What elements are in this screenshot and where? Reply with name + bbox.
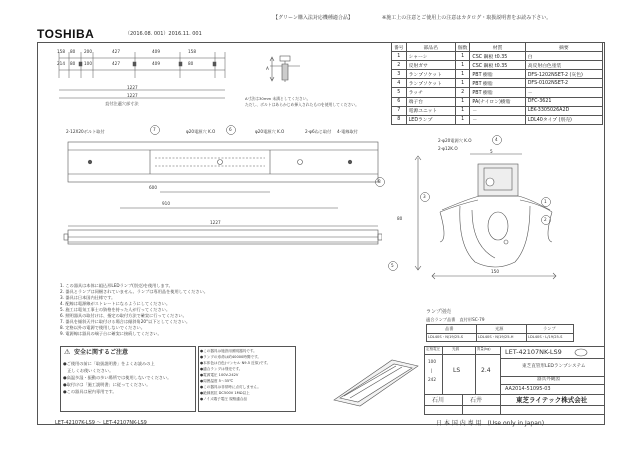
spec-line: ●ノイズ端子電圧 規格適合品 — [200, 397, 248, 401]
safety-line: 正しくお使いください。 — [63, 368, 114, 373]
spec-line: ●この器具は非常時に点灯しません。 — [200, 385, 261, 389]
part-material: － — [470, 115, 525, 124]
part-no: 4 — [392, 79, 407, 88]
callout-5: 5 — [391, 263, 394, 268]
drawn-by: 石川 — [432, 397, 445, 404]
part-material: － — [470, 106, 525, 115]
checked-by: 石井 — [470, 397, 483, 404]
drawing-number: AA2014-51095-03 — [505, 386, 551, 392]
col-header-name: 部品名 — [406, 43, 455, 52]
label-power-ko-1: φ20電源穴 K.O — [186, 129, 216, 134]
part-material: CSC 鋼板 t0.35 — [470, 52, 525, 61]
part-name: ラッチ — [406, 88, 455, 97]
part-name: 反射ガサ — [406, 61, 455, 70]
spec-line: ●本体色は白色(マンセル N9.5 近似)です。 — [200, 361, 271, 365]
lamp-col-model: 品番 — [445, 326, 454, 331]
part-material: PBT 樹脂 — [470, 70, 525, 79]
part-note: 白 — [525, 52, 602, 61]
note-line: 6. 照明器具の取付けは、指定の取付方法で確実に行ってください。 — [60, 313, 187, 318]
dim-row2-5: 80 — [188, 61, 194, 66]
safety-line: ●取付けは「施工説明書」に従ってください。 — [63, 382, 151, 387]
col-header-qty: 個数 — [455, 43, 470, 52]
part-name: シャーシ — [406, 52, 455, 61]
dim-top-4: 409 — [152, 49, 160, 54]
dim-top-2: 200 — [84, 49, 92, 54]
power-value: LS — [453, 367, 461, 374]
lamp-row: LDL40S・N/19/25-H — [478, 335, 514, 339]
note-line: 4. 配線は電源線がストレートになるようにしてください。 — [60, 301, 171, 306]
part-qty: 1 — [455, 97, 470, 106]
part-qty: 1 — [455, 52, 470, 61]
part-note: DFS-0102NSET-2 — [525, 79, 602, 88]
part-note: LEK-3305026A2D — [525, 106, 602, 115]
part-note: DFC-3621 — [525, 97, 602, 106]
fixture-top-view — [60, 138, 382, 268]
weight-head: 質量(kg) — [477, 347, 491, 351]
dim-top-1: 80 — [70, 49, 76, 54]
note-line: 9. 電源線は器具の端子台に確実に接続してください。 — [60, 331, 162, 336]
revision-dates: （2016.08. 001）2016.11. 001 — [125, 31, 202, 37]
side-dim-a: A — [266, 66, 269, 71]
label-bolt-mount: 2-12X20ボルト取付 — [66, 129, 105, 134]
voltage-value: | — [431, 368, 433, 373]
part-qty: 2 — [455, 88, 470, 97]
part-material: PBT 樹脂 — [470, 88, 525, 97]
callout-8: 8 — [378, 179, 381, 184]
dim-row2-3: 427 — [112, 61, 120, 66]
part-name: ランプソケット — [406, 70, 455, 79]
voltage-value: 100 — [428, 359, 436, 364]
brand-logo: TOSHIBA — [37, 27, 95, 41]
part-note: LDL40タイプ (別売) — [525, 115, 602, 124]
part-note: DFS-1202NSET-2 (灰色) — [525, 70, 602, 79]
note-line: 8. 定格以外の電源で使用しないでください。 — [60, 325, 145, 330]
lamp-col-light: 光源 — [495, 326, 504, 331]
voltage-value: 242 — [428, 377, 436, 382]
callout-1: 1 — [544, 199, 547, 204]
bolt-note-b: ただし、ボルトはあらかじめ挿入されたものを使用してください。 — [245, 102, 359, 107]
note-line: 2. 器具とランプは同梱されていません。ランプは専用品を使用してください。 — [60, 289, 208, 294]
col-header-no: 番号 — [392, 43, 407, 52]
col-header-note: 摘要 — [525, 43, 602, 52]
weight-value: 2.4 — [481, 367, 491, 374]
dim-910: 910 — [162, 201, 170, 206]
dim-1227-a: 1227 — [127, 85, 138, 90]
label-screw-mount: 2-φ6ねじ取付 — [305, 129, 332, 134]
part-name: ランプソケット — [406, 79, 455, 88]
lamp-row: LDL40S・N/19/25-S — [428, 335, 464, 339]
callout-2: 2 — [544, 217, 547, 222]
safety-title: 安全に関するご注意 — [74, 349, 129, 356]
fixture-perspective-thumbnail — [330, 352, 422, 412]
dim-1227-b: 1227 — [127, 93, 138, 98]
fixture-section-view — [400, 150, 565, 280]
callout-6: 6 — [229, 127, 232, 132]
safety-line: ●この器具は屋内専用です。 — [63, 389, 117, 394]
lamp-col-lamp: ランプ — [543, 326, 556, 331]
part-no: 8 — [392, 115, 407, 124]
spec-line: ●適合ランプは別売です。 — [200, 367, 243, 371]
part-no: 6 — [392, 97, 407, 106]
callout-7: 7 — [153, 127, 156, 132]
model-number: LET-42107NK-LS9 — [505, 348, 562, 356]
green-purchase-notice: 【グリーン購入法対応機種適合品】 — [273, 15, 353, 21]
spec-line: ●周囲温度 5〜35℃ — [200, 379, 234, 383]
company-name: 東芝ライテック株式会社 — [516, 396, 588, 404]
lamp-table-subtitle: 適合ランプ品番 直付形SC-79 — [426, 317, 485, 322]
part-material: CSC 鋼板 t0.35 — [470, 61, 525, 70]
section-dim-80: 80 — [397, 216, 403, 221]
part-no: 1 — [392, 52, 407, 61]
part-qty: 1 — [455, 106, 470, 115]
part-note: － — [525, 88, 602, 97]
dim-top-0: 158 — [57, 49, 65, 54]
product-name: 東芝直管形LEDランプシステム — [522, 364, 586, 369]
drawing-type: 器具外観図 — [537, 377, 560, 382]
label-section-ko2: 2-φ12K.O — [438, 146, 458, 151]
bolt-note-a: A寸法は30mm 未満としてください。 — [245, 96, 311, 101]
section-dim-150: 150 — [491, 269, 499, 274]
fixture-thumbnail-icon — [574, 348, 588, 357]
callout-3: 3 — [423, 194, 426, 199]
label-wire-mount: 4-電線取付 — [337, 129, 358, 134]
spec-line: ●電源電圧 100V-242V — [200, 373, 239, 377]
warning-icon: ⚠ — [64, 348, 71, 356]
dim-top-5: 158 — [188, 49, 196, 54]
spec-line: ●ランプの寿命は約40000時間です。 — [200, 355, 261, 359]
callout-4: 4 — [495, 137, 498, 142]
lamp-row: LDL40S・L/19/25-S — [528, 335, 563, 339]
part-material: PA(ナイロン)樹脂 — [470, 97, 525, 106]
part-qty: 1 — [455, 79, 470, 88]
safety-line: ●高温多湿・振動の多い場所では使用しないでください。 — [63, 375, 172, 380]
part-name: 端子台 — [406, 97, 455, 106]
part-name: LEDランプ — [406, 115, 455, 124]
caution-notice: ※施工上の注意とご使用上の注意はカタログ・取扱説明書をお読み下さい。 — [382, 15, 552, 21]
dim-row2-4: 409 — [152, 61, 160, 66]
note-line: 3. 器具は日本国内仕様です。 — [60, 295, 116, 300]
safety-line: ●ご使用の前に「取扱説明書」をよくお読みの上 — [63, 361, 155, 366]
spec-line: ●絶縁抵抗 DC500V 1MΩ以上 — [200, 391, 250, 395]
part-no: 7 — [392, 106, 407, 115]
note-line: 5. 施工は電気工事士の資格を持った人が行ってください。 — [60, 307, 171, 312]
dim-top-3: 427 — [112, 49, 120, 54]
col-header-material: 材質 — [470, 43, 525, 52]
footer-domestic-use: 日 本 国 内 専 用 (Use only in Japan) — [436, 420, 545, 427]
dim-row2-2: 100 — [84, 61, 92, 66]
label-section-ko1: 2-φ20電源穴 K.O — [438, 138, 472, 143]
part-qty: 1 — [455, 115, 470, 124]
label-power-ko-2: φ20電源穴 K.O — [255, 129, 285, 134]
dim-600: 600 — [149, 185, 157, 190]
note-line: 1. この器具は本体に組込形LEDランプ(別売)を使用します。 — [60, 283, 173, 288]
note-line: 7. 器具を傾斜天井に取付ける場合は傾斜角20°以下としてください。 — [60, 319, 191, 324]
voltage-head: 定格電圧 — [426, 347, 441, 351]
dim-1227: 1227 — [210, 220, 221, 225]
part-no: 5 — [392, 88, 407, 97]
footer-model-range: LET-42107K-LS9 ～ LET-42107NK-LS9 — [55, 420, 147, 426]
part-no: 3 — [392, 70, 407, 79]
part-note: 高反射白色塗装 — [525, 61, 602, 70]
spec-line: ●この器具は施設用照明器具です。 — [200, 349, 257, 353]
dim-row2-1: 80 — [70, 61, 76, 66]
section-dim-5: 5 — [490, 149, 493, 154]
part-no: 2 — [392, 61, 407, 70]
part-qty: 1 — [455, 61, 470, 70]
part-qty: 1 — [455, 70, 470, 79]
part-material: PBT 樹脂 — [470, 79, 525, 88]
mount-hole-label: 直付注適穴部寸法 — [105, 101, 139, 106]
dim-row2-0: 214 — [57, 61, 65, 66]
part-name: 電源ユニット — [406, 106, 455, 115]
lamp-table-title: ランプ別売 — [426, 309, 452, 315]
power-head: 光源 — [452, 347, 460, 351]
